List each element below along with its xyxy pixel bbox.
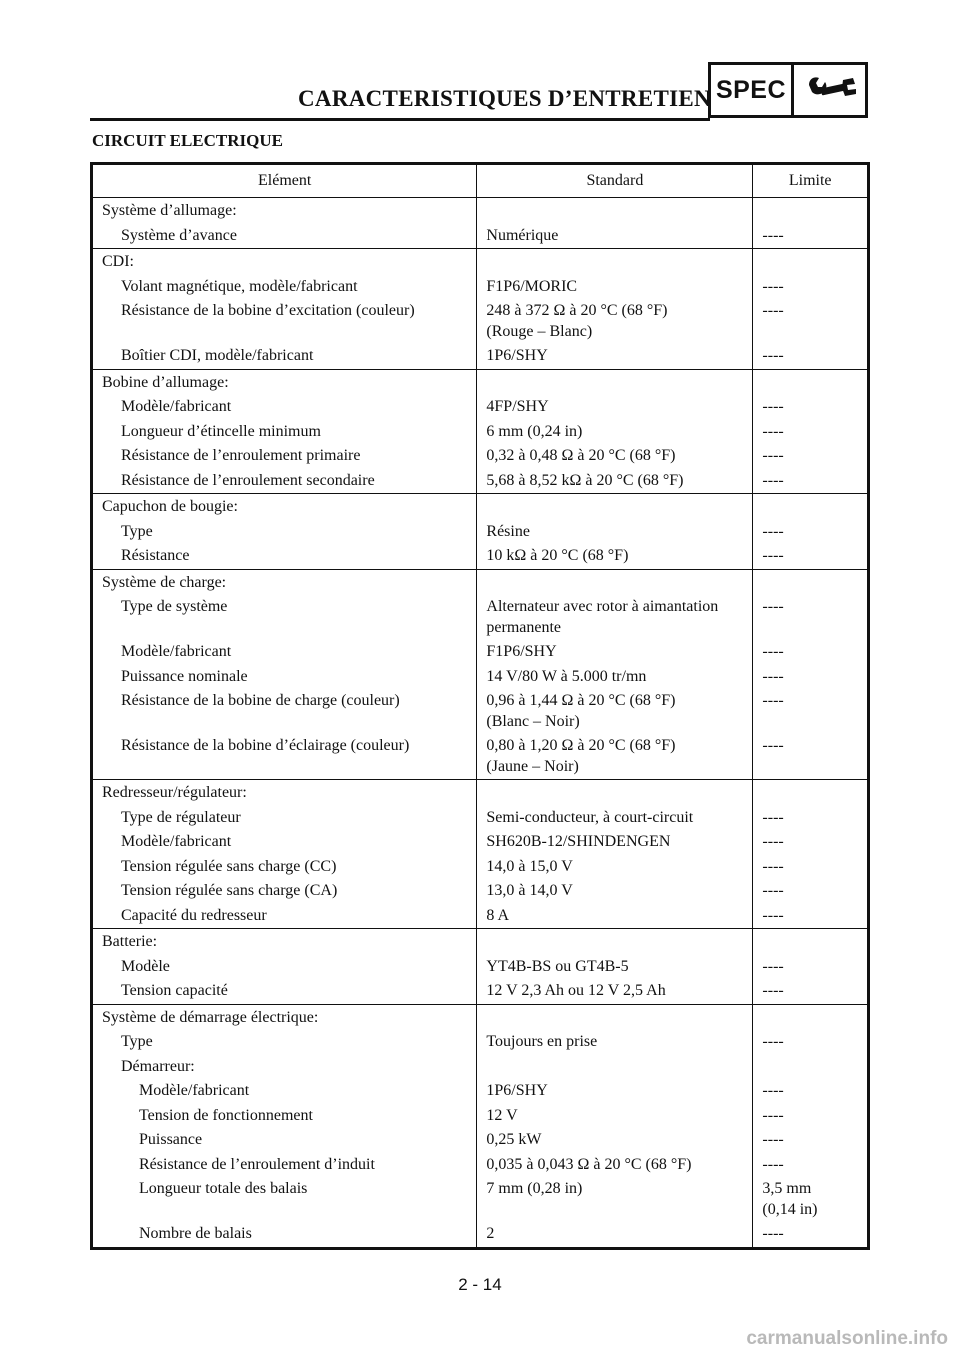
item-label: Démarreur: bbox=[121, 1057, 195, 1075]
standard-value: 12 V bbox=[477, 1104, 753, 1129]
standard-value: 1P6/SHY bbox=[477, 344, 753, 369]
empty-cell bbox=[477, 1004, 753, 1030]
limit-value: ---- bbox=[753, 469, 869, 494]
table-row bbox=[92, 855, 869, 880]
empty-cell bbox=[753, 198, 869, 224]
item-label: Longueur d’étincelle minimum bbox=[121, 422, 321, 440]
group-title-row bbox=[92, 494, 869, 520]
table-row bbox=[92, 275, 869, 300]
spec-group bbox=[92, 494, 869, 570]
limit-value: ---- bbox=[753, 544, 869, 569]
standard-value: 1P6/SHY bbox=[477, 1079, 753, 1104]
limit-value: ---- bbox=[753, 979, 869, 1004]
table-row bbox=[92, 1079, 869, 1104]
table-row bbox=[92, 1104, 869, 1129]
standard-value: 10 kΩ à 20 °C (68 °F) bbox=[477, 544, 753, 569]
standard-value: 0,80 à 1,20 Ω à 20 °C (68 °F) (Jaune – Noir) bbox=[477, 734, 753, 780]
limit-value bbox=[753, 1055, 869, 1080]
limit-value: ---- bbox=[753, 420, 869, 445]
standard-value: 6 mm (0,24 in) bbox=[477, 420, 753, 445]
item-label: Tension capacité bbox=[121, 982, 228, 999]
table-row bbox=[92, 806, 869, 831]
item-label: Résistance de l’enroulement primaire bbox=[121, 447, 361, 464]
item-label: Modèle bbox=[121, 957, 170, 975]
standard-value: Toujours en prise bbox=[477, 1030, 753, 1055]
table-row bbox=[92, 734, 869, 780]
table-row bbox=[92, 879, 869, 904]
limit-value: ---- bbox=[753, 275, 869, 300]
standard-value: 14 V/80 W à 5.000 tr/mn bbox=[477, 665, 753, 690]
standard-value: 248 à 372 Ω à 20 °C (68 °F) (Rouge – Blanc) bbox=[477, 299, 753, 344]
group-title-row bbox=[92, 569, 869, 595]
item-label: Modèle/fabricant bbox=[139, 1082, 250, 1099]
item-label: Type de système bbox=[121, 598, 228, 615]
limit-value: ---- bbox=[753, 344, 869, 369]
limit-value: ---- bbox=[753, 806, 869, 831]
limit-value: ---- bbox=[753, 224, 869, 249]
item-label: Modèle/fabricant bbox=[121, 398, 232, 415]
table-row bbox=[92, 595, 869, 640]
column-header-standard: Standard bbox=[477, 164, 753, 198]
group-title: CDI: bbox=[102, 253, 134, 270]
limit-value: ---- bbox=[753, 665, 869, 690]
standard-value bbox=[477, 1055, 753, 1080]
table-row bbox=[92, 469, 869, 494]
table-row bbox=[92, 1153, 869, 1178]
group-title-row bbox=[92, 929, 869, 955]
standard-value: 0,96 à 1,44 Ω à 20 °C (68 °F) (Blanc – Noir) bbox=[477, 689, 753, 734]
item-label: Résistance de la bobine d’éclairage (couleur) bbox=[121, 737, 410, 754]
group-title-row bbox=[92, 369, 869, 395]
item-label: Résistance de l’enroulement d’induit bbox=[139, 1155, 375, 1173]
table-row bbox=[92, 640, 869, 665]
table-row bbox=[92, 544, 869, 569]
group-title: Système d’allumage: bbox=[102, 202, 237, 219]
column-header-limit: Limite bbox=[753, 164, 869, 198]
group-title: Système de charge: bbox=[102, 573, 227, 591]
table-header-row bbox=[92, 164, 869, 198]
table-row bbox=[92, 955, 869, 980]
standard-value: 13,0 à 14,0 V bbox=[477, 879, 753, 904]
item-label: Modèle/fabricant bbox=[121, 643, 232, 660]
standard-value: 0,25 kW bbox=[477, 1128, 753, 1153]
standard-value: F1P6/SHY bbox=[477, 640, 753, 665]
limit-value: ---- bbox=[753, 595, 869, 640]
table-row bbox=[92, 979, 869, 1004]
table-row bbox=[92, 1055, 869, 1080]
empty-cell bbox=[477, 929, 753, 955]
item-label: Tension régulée sans charge (CA) bbox=[121, 882, 338, 899]
limit-value: ---- bbox=[753, 855, 869, 880]
standard-value: 0,035 à 0,043 Ω à 20 °C (68 °F) bbox=[477, 1153, 753, 1178]
table-row bbox=[92, 1222, 869, 1248]
empty-cell bbox=[753, 249, 869, 275]
limit-value: ---- bbox=[753, 879, 869, 904]
group-title-row bbox=[92, 198, 869, 224]
item-label: Boîtier CDI, modèle/fabricant bbox=[121, 347, 314, 364]
item-label: Système d’avance bbox=[121, 226, 237, 244]
standard-value: Résine bbox=[477, 520, 753, 545]
standard-value: SH620B-12/SHINDENGEN bbox=[477, 830, 753, 855]
empty-cell bbox=[753, 1004, 869, 1030]
standard-value: 2 bbox=[477, 1222, 753, 1248]
table-row bbox=[92, 1128, 869, 1153]
limit-value: ---- bbox=[753, 1104, 869, 1129]
spec-group bbox=[92, 198, 869, 249]
watermark: carmanualsonline.info bbox=[746, 1328, 948, 1349]
spec-group bbox=[92, 369, 869, 494]
standard-value: Alternateur avec rotor à aimantation permanente bbox=[477, 595, 753, 640]
limit-value: ---- bbox=[753, 734, 869, 780]
group-title: Redresseur/régulateur: bbox=[102, 784, 247, 801]
standard-value: 4FP/SHY bbox=[477, 395, 753, 420]
group-title: Batterie: bbox=[102, 933, 158, 950]
empty-cell bbox=[477, 198, 753, 224]
spec-badge bbox=[708, 62, 868, 118]
spec-label: SPEC bbox=[711, 65, 794, 115]
spec-group bbox=[92, 929, 869, 1005]
standard-value: 8 A bbox=[477, 904, 753, 929]
standard-value: F1P6/MORIC bbox=[477, 275, 753, 300]
empty-cell bbox=[753, 369, 869, 395]
table-row bbox=[92, 1177, 869, 1222]
item-label: Résistance de l’enroulement secondaire bbox=[121, 471, 375, 489]
table-row bbox=[92, 830, 869, 855]
standard-value: Numérique bbox=[477, 224, 753, 249]
spec-group bbox=[92, 1004, 869, 1248]
header-title: CARACTERISTIQUES D’ENTRETIEN bbox=[298, 86, 711, 111]
limit-value: ---- bbox=[753, 395, 869, 420]
limit-value: ---- bbox=[753, 520, 869, 545]
item-label: Puissance nominale bbox=[121, 667, 248, 685]
group-title-row bbox=[92, 780, 869, 806]
limit-value: ---- bbox=[753, 689, 869, 734]
empty-cell bbox=[477, 494, 753, 520]
item-label: Type de régulateur bbox=[121, 808, 241, 826]
page-header bbox=[90, 62, 870, 122]
table-row bbox=[92, 395, 869, 420]
limit-value: ---- bbox=[753, 1128, 869, 1153]
empty-cell bbox=[753, 929, 869, 955]
spec-group bbox=[92, 569, 869, 780]
table-row bbox=[92, 1030, 869, 1055]
empty-cell bbox=[753, 569, 869, 595]
standard-value: YT4B-BS ou GT4B-5 bbox=[477, 955, 753, 980]
table-row bbox=[92, 665, 869, 690]
item-label: Résistance de la bobine de charge (couleur) bbox=[121, 692, 400, 709]
limit-value: ---- bbox=[753, 444, 869, 469]
limit-value: 3,5 mm (0,14 in) bbox=[753, 1177, 869, 1222]
item-label: Type bbox=[121, 1033, 153, 1050]
standard-value: 5,68 à 8,52 kΩ à 20 °C (68 °F) bbox=[477, 469, 753, 494]
section-title: CIRCUIT ELECTRIQUE bbox=[92, 131, 283, 150]
standard-value: Semi-conducteur, à court-circuit bbox=[477, 806, 753, 831]
empty-cell bbox=[753, 494, 869, 520]
wrench-icon bbox=[794, 65, 865, 115]
item-label: Tension régulée sans charge (CC) bbox=[121, 857, 337, 875]
item-label: Longueur totale des balais bbox=[139, 1180, 308, 1197]
limit-value: ---- bbox=[753, 1030, 869, 1055]
item-label: Type bbox=[121, 522, 153, 540]
empty-cell bbox=[477, 369, 753, 395]
empty-cell bbox=[753, 780, 869, 806]
table-row bbox=[92, 344, 869, 369]
empty-cell bbox=[477, 249, 753, 275]
limit-value: ---- bbox=[753, 904, 869, 929]
item-label: Volant magnétique, modèle/fabricant bbox=[121, 277, 358, 295]
table-row bbox=[92, 299, 869, 344]
standard-value: 14,0 à 15,0 V bbox=[477, 855, 753, 880]
item-label: Puissance bbox=[139, 1131, 203, 1148]
limit-value: ---- bbox=[753, 1079, 869, 1104]
limit-value: ---- bbox=[753, 299, 869, 344]
limit-value: ---- bbox=[753, 1222, 869, 1248]
table-row bbox=[92, 904, 869, 929]
spec-group bbox=[92, 780, 869, 929]
spec-table bbox=[90, 162, 870, 1250]
limit-value: ---- bbox=[753, 955, 869, 980]
column-header-element: Elément bbox=[92, 164, 477, 198]
header-rule bbox=[90, 118, 710, 121]
table-row bbox=[92, 444, 869, 469]
standard-value: 7 mm (0,28 in) bbox=[477, 1177, 753, 1222]
limit-value: ---- bbox=[753, 640, 869, 665]
group-title-row bbox=[92, 1004, 869, 1030]
item-label: Tension de fonctionnement bbox=[139, 1106, 313, 1124]
table-row bbox=[92, 520, 869, 545]
item-label: Nombre de balais bbox=[139, 1225, 252, 1242]
group-title: Système de démarrage électrique: bbox=[102, 1008, 319, 1026]
spec-group bbox=[92, 249, 869, 370]
table-row bbox=[92, 224, 869, 249]
group-title-row bbox=[92, 249, 869, 275]
limit-value: ---- bbox=[753, 1153, 869, 1178]
table-row bbox=[92, 420, 869, 445]
group-title: Bobine d’allumage: bbox=[102, 373, 229, 391]
table-row bbox=[92, 689, 869, 734]
empty-cell bbox=[477, 569, 753, 595]
limit-value: ---- bbox=[753, 830, 869, 855]
standard-value: 12 V 2,3 Ah ou 12 V 2,5 Ah bbox=[477, 979, 753, 1004]
standard-value: 0,32 à 0,48 Ω à 20 °C (68 °F) bbox=[477, 444, 753, 469]
item-label: Modèle/fabricant bbox=[121, 833, 232, 850]
item-label: Résistance bbox=[121, 547, 190, 564]
item-label: Capacité du redresseur bbox=[121, 906, 267, 924]
page-number: 2 - 14 bbox=[458, 1275, 502, 1294]
group-title: Capuchon de bougie: bbox=[102, 498, 238, 515]
item-label: Résistance de la bobine d’excitation (couleur) bbox=[121, 302, 415, 319]
empty-cell bbox=[477, 780, 753, 806]
